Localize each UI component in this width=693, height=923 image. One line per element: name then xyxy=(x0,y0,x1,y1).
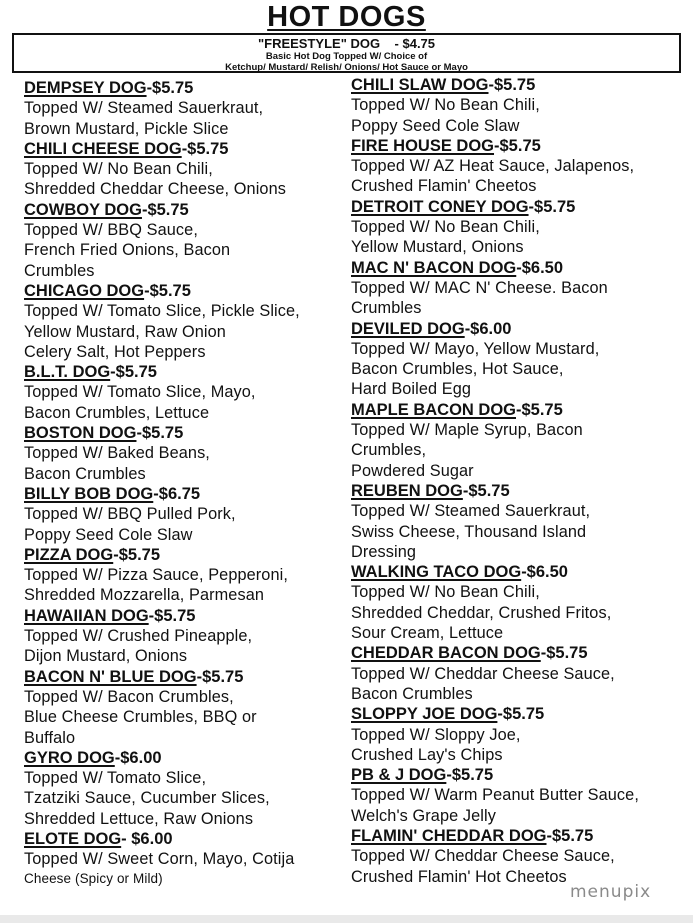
menu-item xyxy=(351,765,686,826)
menu-item-heading xyxy=(24,484,354,504)
menu-item-price: -$5.75 xyxy=(546,826,594,845)
menu-item-heading xyxy=(24,748,354,768)
menu-item-description: Tzatziki Sauce, Cucumber Slices, xyxy=(24,789,270,808)
menu-item-name: CHILI CHEESE DOG xyxy=(24,139,182,158)
menu-item-price: -$5.75 xyxy=(136,424,184,443)
menu-item-price: -$5.75 xyxy=(196,667,244,686)
menu-item-description: Topped W/ BBQ Sauce, xyxy=(24,221,198,240)
menu-item-heading xyxy=(24,362,354,382)
menu-item xyxy=(351,136,686,197)
menu-item-price: -$5.75 xyxy=(528,197,576,216)
menu-item-name: DETROIT CONEY DOG xyxy=(351,197,529,216)
menu-item-description: Crushed Flamin' Cheetos xyxy=(351,177,537,196)
menu-item-heading xyxy=(24,423,354,443)
menu-item xyxy=(351,400,686,481)
menu-item-name: REUBEN DOG xyxy=(351,481,463,500)
menu-item-price: -$5.75 xyxy=(148,606,196,625)
menu-item-description: Topped W/ Crushed Pineapple, xyxy=(24,627,253,646)
menu-item-description: Poppy Seed Cole Slaw xyxy=(351,116,520,135)
menu-item-price: -$5.75 xyxy=(144,281,191,300)
menu-item-description: Shredded Cheddar, Crushed Fritos, xyxy=(351,603,612,622)
menu-item-description: Topped W/ Tomato Slice, Mayo, xyxy=(24,383,256,402)
menu-item-description: Topped W/ Warm Peanut Butter Sauce, xyxy=(351,786,639,805)
menu-item-price: -$5.75 xyxy=(113,545,161,564)
menu-item-description: Topped W/ Sweet Corn, Mayo, Cotija xyxy=(24,850,295,869)
menu-item-name: CHILI SLAW DOG xyxy=(351,76,489,94)
menu-item-heading xyxy=(24,829,354,849)
menu-item-description: Crushed Flamin' Hot Cheetos xyxy=(351,867,567,886)
menu-item-description: Topped W/ Sloppy Joe, xyxy=(351,725,521,744)
menu-item xyxy=(24,139,354,200)
freestyle-title xyxy=(14,36,679,51)
menu-item-price: -$5.75 xyxy=(462,481,510,500)
menu-item-price: -$5.75 xyxy=(146,79,194,97)
menu-item-description: Topped W/ Tomato Slice, xyxy=(24,769,207,788)
menu-item-price: -$5.75 xyxy=(110,363,157,382)
menu-item-name: SLOPPY JOE DOG xyxy=(351,705,498,724)
menu-item xyxy=(24,78,354,139)
menu-item-description: Topped W/ No Bean Chili, xyxy=(351,583,540,602)
menu-item-name: DEVILED DOG xyxy=(351,319,465,338)
menu-item-name: CHEDDAR BACON DOG xyxy=(351,644,541,663)
menu-item-description: Topped W/ Maple Syrup, Bacon xyxy=(351,421,583,440)
menu-item-description: Welch's Grape Jelly xyxy=(351,806,496,825)
menu-item xyxy=(24,829,354,888)
bottom-bar xyxy=(0,915,693,923)
menu-item xyxy=(24,484,354,545)
menu-item-name: MAC N' BACON DOG xyxy=(351,258,517,277)
menu-item xyxy=(351,562,686,643)
menu-item-heading xyxy=(24,78,354,98)
menu-item-name: DEMPSEY DOG xyxy=(24,79,147,97)
menu-item-heading xyxy=(24,667,354,687)
menu-item-description: Topped W/ Steamed Sauerkraut, xyxy=(24,99,264,118)
menu-item xyxy=(351,75,686,136)
menu-item xyxy=(24,362,354,423)
menu-item-description: Yellow Mustard, Onions xyxy=(351,238,524,257)
menu-item-heading xyxy=(351,704,686,724)
menu-item-description: Celery Salt, Hot Peppers xyxy=(24,342,206,361)
menu-item-price: -$5.75 xyxy=(494,136,541,155)
menu-item-price: -$6.50 xyxy=(516,258,564,277)
freestyle-toppings: Ketchup/ Mustard/ Relish/ Onions/ Hot Sauce or Mayo xyxy=(225,62,468,73)
menu-item-heading xyxy=(351,319,686,339)
menu-item-name: CHICAGO DOG xyxy=(24,281,145,300)
menu-item-description: Powdered Sugar xyxy=(351,461,474,480)
menu-item-name: MAPLE BACON DOG xyxy=(351,400,516,419)
menu-item-description: French Fried Onions, Bacon xyxy=(24,241,231,260)
menu-item-heading xyxy=(351,562,686,582)
menu-item-name: FIRE HOUSE DOG xyxy=(351,136,495,155)
menu-item-heading xyxy=(351,197,686,217)
menu-item-description: Topped W/ Pizza Sauce, Pepperoni, xyxy=(24,566,288,585)
menu-item-heading xyxy=(351,481,686,501)
menu-item-price: -$6.00 xyxy=(464,319,512,338)
menu-item-price: -$5.75 xyxy=(488,76,536,94)
watermark: menupix xyxy=(570,882,652,902)
menu-item-price: -$6.50 xyxy=(521,563,568,582)
menu-item-description: Hard Boiled Egg xyxy=(351,380,472,399)
menu-item-description: Poppy Seed Cole Slaw xyxy=(24,525,193,544)
menu-item xyxy=(351,258,686,319)
menu-item-description: Crumbles xyxy=(351,299,422,318)
menu-item-price: -$5.75 xyxy=(540,644,588,663)
menu-item xyxy=(24,606,354,667)
menu-item-description: Blue Cheese Crumbles, BBQ or xyxy=(24,708,257,727)
menu-item-heading xyxy=(351,258,686,278)
menu-item-description: Dressing xyxy=(351,542,417,561)
menu-item-description: Crumbles, xyxy=(351,441,427,460)
menu-item-description: Brown Mustard, Pickle Slice xyxy=(24,119,229,138)
menu-item-price: -$5.75 xyxy=(141,200,189,219)
menu-item-heading xyxy=(351,643,686,663)
menu-item-name: GYRO DOG xyxy=(24,748,115,767)
freestyle-name: "FREESTYLE" DOG xyxy=(257,36,381,51)
menu-item-name: COWBOY DOG xyxy=(24,200,142,219)
menu-item-price: -$5.75 xyxy=(181,139,229,158)
menu-item xyxy=(351,481,686,562)
menu-item-price: - $6.00 xyxy=(121,829,173,848)
freestyle-dog-box xyxy=(12,33,681,73)
menu-item xyxy=(351,319,686,400)
menu-item-description: Sour Cream, Lettuce xyxy=(351,624,504,643)
menu-item-description: Topped W/ Steamed Sauerkraut, xyxy=(351,502,591,521)
menu-item-price: -$6.00 xyxy=(114,748,162,767)
menu-item-description: Crumbles xyxy=(24,261,95,280)
menu-item-description: Topped W/ Bacon Crumbles, xyxy=(24,687,234,706)
menu-item-description: Bacon Crumbles xyxy=(351,684,473,703)
menu-item-name: B.L.T. DOG xyxy=(24,363,111,382)
menu-item-heading xyxy=(351,136,686,156)
menu-item-price: -$5.75 xyxy=(497,705,545,724)
menu-item xyxy=(24,200,354,281)
menu-item-description: Shredded Cheddar Cheese, Onions xyxy=(24,180,286,199)
menu-item-heading xyxy=(24,545,354,565)
freestyle-description: Basic Hot Dog Topped W/ Choice of xyxy=(265,51,428,62)
menu-item-description: Dijon Mustard, Onions xyxy=(24,647,188,666)
menu-item-description: Yellow Mustard, Raw Onion xyxy=(24,322,226,341)
menu-item-description: Topped W/ MAC N' Cheese. Bacon xyxy=(351,278,608,297)
menu-item-heading xyxy=(24,606,354,626)
menu-item-name: PB & J DOG xyxy=(351,766,447,785)
menu-item xyxy=(351,826,686,887)
menu-item-description: Shredded Mozzarella, Parmesan xyxy=(24,586,265,605)
freestyle-price: - $4.75 xyxy=(394,36,436,51)
menu-item-description: Topped W/ BBQ Pulled Pork, xyxy=(24,505,236,524)
menu-item-price: -$5.75 xyxy=(516,400,563,419)
menu-item-description: Shredded Lettuce, Raw Onions xyxy=(24,809,254,828)
menu-item-description: Topped W/ Baked Beans, xyxy=(24,444,210,463)
menu-item xyxy=(24,545,354,606)
menu-item-description: Topped W/ Tomato Slice, Pickle Slice, xyxy=(24,302,300,321)
menu-item-description: Topped W/ No Bean Chili, xyxy=(351,218,540,237)
menu-item-name: FLAMIN' CHEDDAR DOG xyxy=(351,826,547,845)
menu-item-description: Topped W/ AZ Heat Sauce, Jalapenos, xyxy=(351,157,635,176)
page-title: HOT DOGS xyxy=(267,1,426,33)
menu-item-name: ELOTE DOG xyxy=(24,829,122,848)
menu-item-description: Bacon Crumbles, Lettuce xyxy=(24,403,210,422)
menu-item-name: BOSTON DOG xyxy=(24,424,137,443)
menu-item-description: Topped W/ No Bean Chili, xyxy=(24,160,213,179)
menu-item-heading xyxy=(24,139,354,159)
menu-item-heading xyxy=(24,281,354,301)
menu-item xyxy=(24,281,354,362)
menu-item-description: Swiss Cheese, Thousand Island xyxy=(351,522,587,541)
menu-item-heading xyxy=(351,765,686,785)
menu-item-name: HAWAIIAN DOG xyxy=(24,606,149,625)
menu-item-name: WALKING TACO DOG xyxy=(351,563,522,582)
menu-column-left xyxy=(24,78,354,888)
menu-item-description: Bacon Crumbles xyxy=(24,464,146,483)
menu-item-description: Topped W/ No Bean Chili, xyxy=(351,96,540,115)
menu-item-name: PIZZA DOG xyxy=(24,545,114,564)
menu-item xyxy=(351,197,686,258)
menu-item-name: BILLY BOB DOG xyxy=(24,484,154,503)
menu-item-note: Cheese (Spicy or Mild) xyxy=(24,870,163,886)
menu-item-description: Buffalo xyxy=(24,728,76,747)
menu-column-right xyxy=(351,75,686,887)
menu-item xyxy=(24,423,354,484)
menu-item-description: Topped W/ Cheddar Cheese Sauce, xyxy=(351,664,615,683)
menu-item xyxy=(24,667,354,748)
menu-item xyxy=(351,643,686,704)
menu-item-description: Topped W/ Mayo, Yellow Mustard, xyxy=(351,339,600,358)
menu-item-name: BACON N' BLUE DOG xyxy=(24,667,197,686)
menu-item-price: -$5.75 xyxy=(446,766,494,785)
menu-item-heading xyxy=(351,400,686,420)
menu-item-description: Crushed Lay's Chips xyxy=(351,745,503,764)
menu-item-description: Topped W/ Cheddar Cheese Sauce, xyxy=(351,847,615,866)
menu-item-heading xyxy=(351,75,686,95)
menu-item-price: -$6.75 xyxy=(153,484,201,503)
menu-item-heading xyxy=(351,826,686,846)
menu-item-heading xyxy=(24,200,354,220)
menu-item-description: Bacon Crumbles, Hot Sauce, xyxy=(351,360,564,379)
menu-item xyxy=(24,748,354,829)
menu-item xyxy=(351,704,686,765)
